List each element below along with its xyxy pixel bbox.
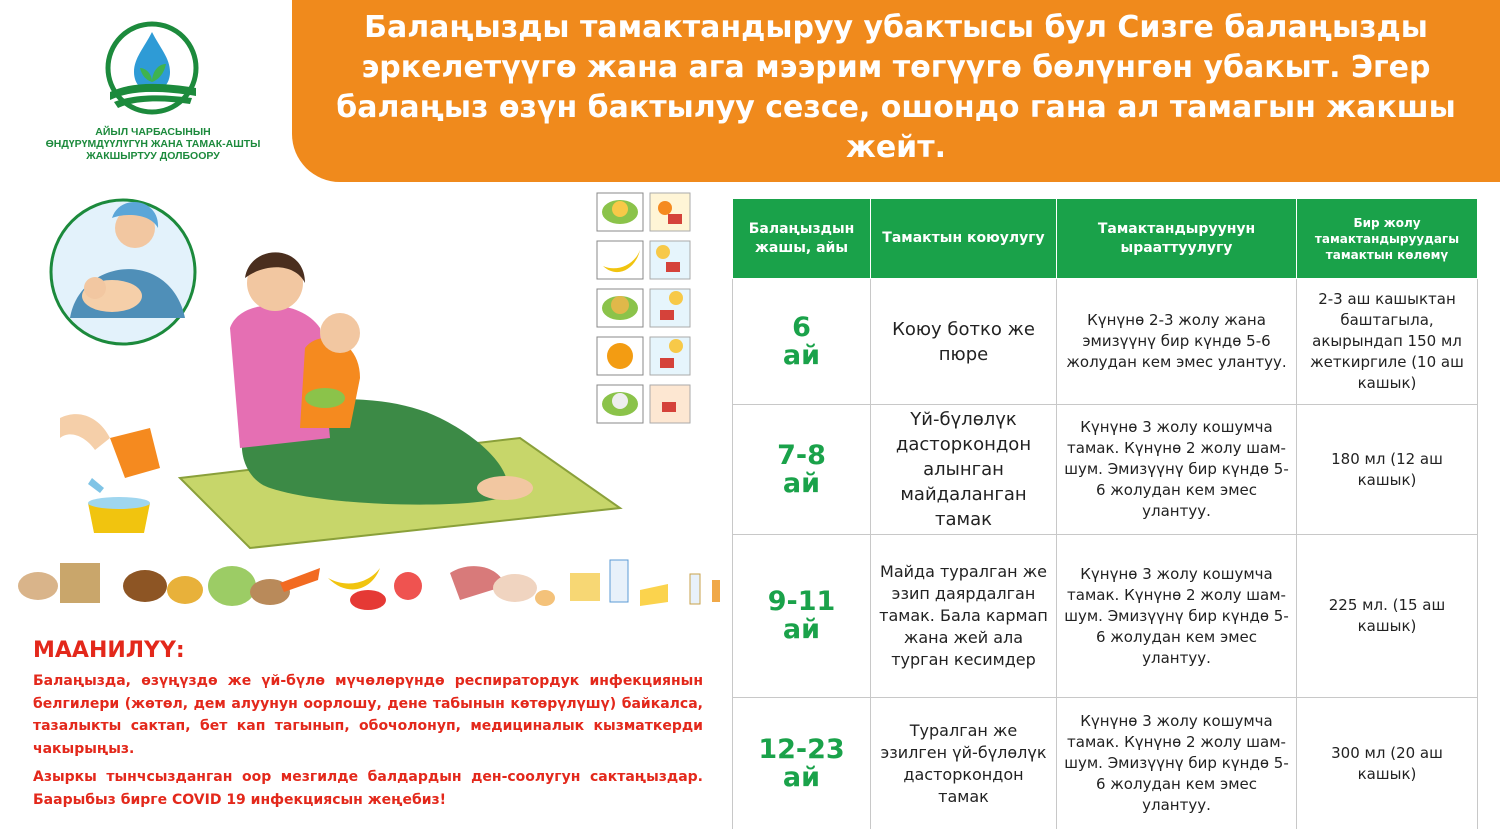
age-unit: ай: [782, 339, 821, 371]
feeding-times-icons: [597, 193, 690, 423]
age-cell: [733, 279, 871, 405]
table-header-row: [733, 199, 1478, 279]
age-cell: [733, 535, 871, 698]
frequency-cell: Күнүнө 2-3 жолу жана эмизүүнү бир күндө 5-6 жолудан кем эмес улантуу.: [1057, 279, 1297, 405]
mother-feeding-baby-illustration: [180, 252, 620, 548]
column-header-volume: Бир жолу тамактандыруудагы тамактын көлөмү: [1297, 199, 1478, 279]
header-message: Балаңызды тамактандыруу убактысы бул Сизге балаңызды эркелетүүгө жана ага мээрим төгүүгө бөлүнгөн убакыт. Эгер балаңыз өзүн бактылуу сезсе, ошондо гана ал тамагын жакшы жейт.: [336, 10, 1456, 165]
logo-line-1: АЙЫЛ ЧАРБАСЫНЫН: [95, 126, 211, 138]
frequency-cell: Күнүнө 3 жолу кошумча тамак. Күнүнө 2 жолу шам-шум. Эмизүүнү бир күндө 5-6 жолудан кем эмес улантуу.: [1057, 698, 1297, 829]
age-unit: ай: [782, 761, 821, 793]
breastfeeding-mother-illustration: [51, 200, 195, 344]
age-cell: [733, 698, 871, 829]
consistency-cell: Коюу ботко же пюре: [871, 279, 1057, 405]
logo-line-2: ӨНДҮРҮМДҮҮЛҮГҮН ЖАНА ТАМАК-АШТЫ: [45, 138, 261, 150]
volume-cell: 300 мл (20 аш кашык): [1297, 698, 1478, 829]
age-value: 6: [792, 311, 811, 343]
food-row-illustration: [18, 560, 720, 610]
age-value: 9-11: [767, 586, 836, 617]
age-unit: ай: [782, 467, 821, 499]
feeding-illustration: [0, 188, 720, 628]
water-drop-leaf-icon: [100, 18, 205, 116]
volume-cell: 180 мл (12 аш кашык): [1297, 405, 1478, 535]
logo-caption: [28, 126, 278, 162]
table-row: [733, 405, 1478, 535]
header-banner: [292, 0, 1500, 182]
frequency-cell: Күнүнө 3 жолу кошумча тамак. Күнүнө 2 жолу шам-шум. Эмизүүнү бир күндө 5-6 жолудан кем эмес улантуу.: [1057, 535, 1297, 698]
project-logo: [28, 18, 278, 168]
handwashing-illustration: [60, 414, 160, 533]
age-unit: ай: [782, 614, 821, 645]
notice-title: МААНИЛҮҮ:: [33, 638, 185, 663]
age-cell: [733, 405, 871, 535]
column-header-frequency: Тамактандыруунун ырааттуулугу: [1057, 199, 1297, 279]
volume-cell: 225 мл. (15 аш кашык): [1297, 535, 1478, 698]
volume-cell: 2-3 аш кашыктан баштагыла, акырындап 150 мл жеткиргиле (10 аш кашык): [1297, 279, 1478, 405]
notice-paragraph-1: Балаңызда, өзүңүздө же үй-бүлө мүчөлөрүндө респиратордук инфекциянын белгилери (жөтөл, дем алуунун оорлошу, дене табынын көтөрүлүшү) байкалса, тазалыкты сактап, бет кап тагынып, обочолонуп, медициналык кызматкерди чакырыңыз.: [33, 673, 703, 757]
column-header-age: Балаңыздын жашы, айы: [733, 199, 871, 279]
table-row: [733, 535, 1478, 698]
notice-paragraph-2: Азыркы тынчсызданган оор мезгилде балдардын ден-соолугун сактаңыздар. Баарыбыз бирге COVID 19 инфекциясын жеңебиз!: [33, 769, 703, 808]
age-value: 12-23: [758, 733, 845, 765]
table-row: [733, 279, 1478, 405]
age-value: 7-8: [777, 439, 826, 471]
important-notice: [33, 636, 703, 811]
feeding-table: [732, 198, 1478, 829]
consistency-cell: Туралган же эзилген үй-бүлөлүк дасторкондон тамак: [871, 698, 1057, 829]
consistency-cell: Майда туралган же эзип даярдалган тамак. Бала кармап жана жей ала турган кесимдер: [871, 535, 1057, 698]
column-header-consistency: Тамактын коюулугу: [871, 199, 1057, 279]
consistency-cell: Үй-бүлөлүк дасторкондон алынган майдаланган тамак: [871, 405, 1057, 535]
logo-line-3: ЖАКШЫРТУУ ДОЛБООРУ: [86, 150, 220, 162]
table-row: [733, 698, 1478, 829]
frequency-cell: Күнүнө 3 жолу кошумча тамак. Күнүнө 2 жолу шам-шум. Эмизүүнү бир күндө 5-6 жолудан кем эмес улантуу.: [1057, 405, 1297, 535]
